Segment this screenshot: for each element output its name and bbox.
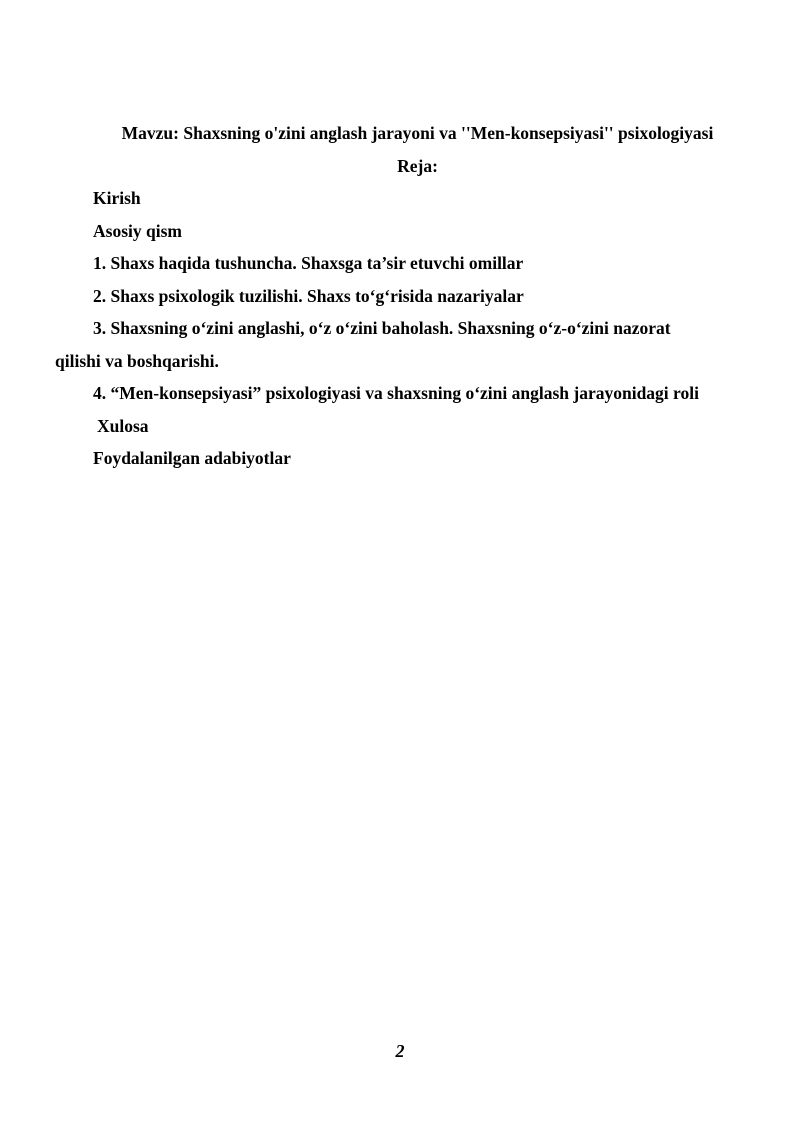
plan-item-1: 1. Shaxs haqida tushuncha. Shaxsga ta’sir etuvchi omillar <box>93 253 524 273</box>
plan-item-conclusion: Xulosa <box>97 415 149 436</box>
plan-heading: Reja: <box>397 155 438 176</box>
plan-item-2: 2. Shaxs psixologik tuzilishi. Shaxs to‘g‘risida nazariyalar <box>93 285 524 306</box>
page-number: 2 <box>395 1041 405 1061</box>
plan-item-3: 3. Shaxsning o‘zini anglashi, o‘z o‘zini baholash. Shaxsning o‘z-o‘zini nazorat qilishi va boshqarishi. <box>55 318 671 371</box>
plan-item-references: Foydalanilgan adabiyotlar <box>93 448 291 468</box>
document-content <box>55 117 745 475</box>
plan-item-4: 4. “Men-konsepsiyasi” psixologiyasi va shaxsning o‘zini anglash jarayonidagi roli <box>93 383 699 403</box>
plan-item-main-part: Asosiy qism <box>93 220 182 241</box>
document-title: Mavzu: Shaxsning o'zini anglash jarayoni va ''Men-konsepsiyasi'' psixologiyasi <box>121 123 714 143</box>
plan-item-intro: Kirish <box>93 188 141 208</box>
